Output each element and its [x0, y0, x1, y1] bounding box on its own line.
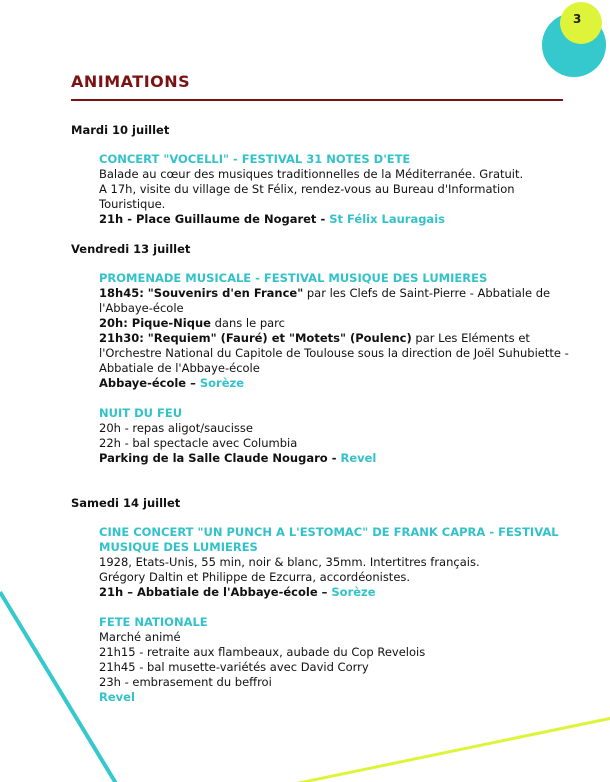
- day-heading: Vendredi 13 juillet: [71, 242, 191, 256]
- day-heading: Mardi 10 juillet: [71, 123, 170, 137]
- event-description: 22h - bal spectacle avec Columbia: [99, 436, 298, 450]
- event-title: NUIT DU FEU: [99, 406, 183, 420]
- event-venue-line: [99, 376, 569, 391]
- program-item: [99, 286, 569, 316]
- event-venue-line: [99, 451, 569, 466]
- event-town: Revel: [99, 690, 135, 704]
- event-venue: Abbaye-école: [99, 376, 187, 390]
- event-block: [99, 525, 569, 600]
- page-title: ANIMATIONS: [71, 72, 191, 91]
- lime-diagonal-line: [265, 718, 610, 782]
- event-block: [99, 271, 569, 391]
- event-block: [99, 406, 569, 466]
- event-block: [99, 615, 569, 705]
- program-item: [99, 316, 569, 331]
- event-description: Grégory Daltin et Philippe de Ezcurra, accordéonistes.: [99, 570, 411, 584]
- event-description: 23h - embrasement du beffroi: [99, 675, 272, 689]
- program-time-title: 20h: Pique-Nique: [99, 316, 211, 330]
- event-description: 1928, Etats-Unis, 55 min, noir & blanc, 35mm. Intertitres français.: [99, 555, 480, 569]
- event-description: 21h45 - bal musette-variétés avec David Corry: [99, 660, 369, 674]
- event-title: FETE NATIONALE: [99, 615, 208, 629]
- program-item: [99, 331, 569, 376]
- event-town: Revel: [340, 451, 377, 465]
- day-heading: Samedi 14 juillet: [71, 496, 181, 510]
- program-detail: dans le parc: [210, 316, 285, 330]
- event-description: Marché animé: [99, 630, 181, 644]
- event-title: CONCERT "VOCELLI" - FESTIVAL 31 NOTES D'ETE: [99, 152, 411, 166]
- event-venue: 21h – Abbatiale de l'Abbaye-école: [99, 585, 318, 599]
- event-description: 20h - repas aligot/saucisse: [99, 421, 253, 435]
- event-description: Balade au cœur des musiques traditionnelles de la Méditerranée. Gratuit.: [99, 167, 524, 181]
- title-divider: [71, 99, 563, 101]
- program-time-title: 21h30: "Requiem" (Fauré) et "Motets" (Poulenc): [99, 331, 412, 345]
- venue-separator: –: [186, 376, 200, 390]
- event-description: A 17h, visite du village de St Félix, rendez-vous au Bureau d'Information Touristique.: [99, 182, 515, 211]
- program-time-title: 18h45: "Souvenirs d'en France": [99, 286, 304, 300]
- event-venue-line: [99, 212, 569, 227]
- venue-separator: –: [317, 585, 332, 599]
- event-town: Sorèze: [331, 585, 376, 599]
- program-detail: par Les Eléments et l'Orchestre National du Capitole de Toulouse sous la direction de Joël Suhubiette - Abbatiale de l'Abbaye-école: [99, 331, 569, 375]
- event-title: CINE CONCERT "UN PUNCH A L'ESTOMAC" DE FRANK CAPRA - FESTIVAL MUSIQUE DES LUMIERES: [99, 525, 559, 554]
- event-town: Sorèze: [199, 376, 245, 390]
- program-detail: par les Clefs de Saint-Pierre - Abbatiale de l'Abbaye-école: [99, 286, 551, 315]
- venue-separator: -: [316, 212, 330, 226]
- event-venue: 21h - Place Guillaume de Nogaret: [99, 212, 317, 226]
- event-town: St Félix Lauragais: [329, 212, 445, 226]
- event-venue-line: [99, 585, 569, 600]
- event-description: 21h15 - retraite aux flambeaux, aubade du Cop Revelois: [99, 645, 426, 659]
- venue-separator: -: [327, 451, 341, 465]
- event-venue: Parking de la Salle Claude Nougaro: [99, 451, 328, 465]
- page-number: 3: [573, 12, 582, 26]
- event-block: [99, 152, 569, 227]
- event-title: PROMENADE MUSICALE - FESTIVAL MUSIQUE DES LUMIERES: [99, 271, 488, 285]
